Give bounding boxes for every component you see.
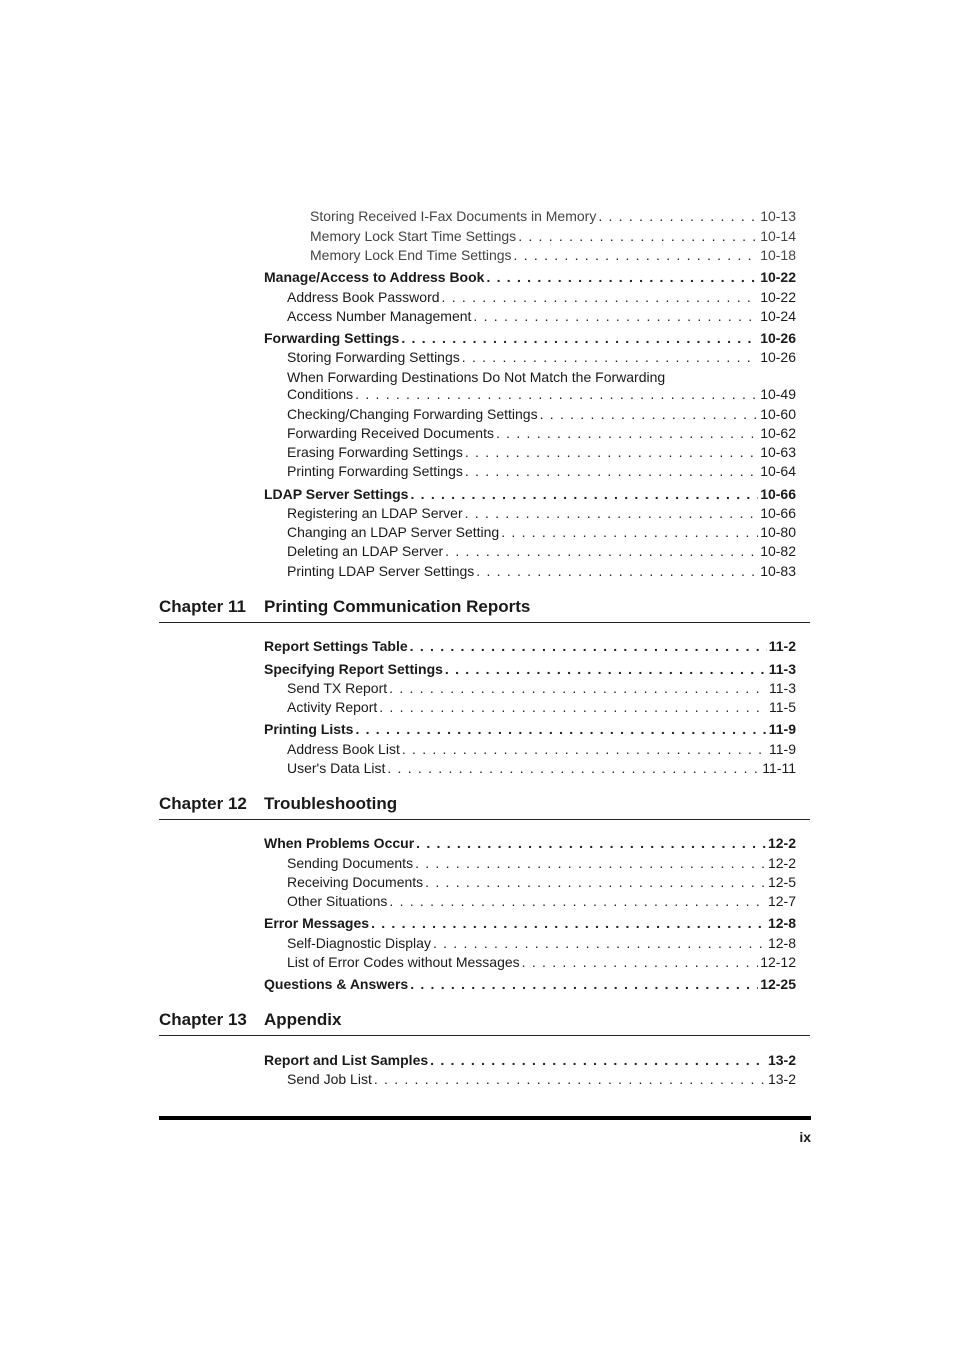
toc-entry[interactable] — [287, 739, 796, 759]
dot-leader — [462, 347, 758, 367]
dot-leader — [355, 384, 758, 404]
dot-leader — [371, 913, 766, 933]
dot-leader — [465, 442, 758, 462]
toc-entry[interactable] — [287, 872, 796, 892]
dot-leader — [410, 974, 758, 994]
chapter-number: Chapter 12 — [159, 794, 247, 813]
chapter-heading-13[interactable] — [159, 1005, 810, 1036]
toc-entry-page: 10-22 — [760, 289, 796, 305]
toc-entry-title: Forwarding Received Documents — [287, 425, 494, 441]
toc-entry-title: Other Situations — [287, 893, 388, 909]
toc-entry[interactable] — [287, 891, 796, 911]
toc-entry-title-line1[interactable]: When Forwarding Destinations Do Not Match the Forwarding — [287, 369, 666, 385]
toc-entry-title: Printing Forwarding Settings — [287, 463, 463, 479]
toc-section[interactable] — [264, 974, 796, 994]
toc-entry-page: 10-64 — [760, 463, 796, 479]
toc-entry-page: 11-3 — [769, 680, 796, 696]
chapter-title: Appendix — [264, 1010, 342, 1029]
page-number: ix — [799, 1129, 811, 1145]
toc-entry[interactable] — [310, 226, 796, 246]
toc-section-page: 10-66 — [760, 486, 796, 502]
toc-entry-page: 10-24 — [760, 308, 796, 324]
toc-entry-page: 12-7 — [767, 893, 796, 909]
toc-section-title: Questions & Answers — [264, 976, 409, 992]
toc-entry[interactable] — [287, 758, 796, 778]
toc-entry-title: Storing Received I-Fax Documents in Memory — [310, 208, 597, 224]
toc-entry-page: 10-83 — [760, 563, 796, 579]
toc-entry-page: 10-66 — [760, 505, 796, 521]
toc-entry-title: Registering an LDAP Server — [287, 505, 463, 521]
dot-leader — [355, 719, 766, 739]
dot-leader — [518, 226, 758, 246]
toc-entry-title: Address Book List — [287, 741, 400, 757]
toc-entry-page: 13-2 — [767, 1071, 796, 1087]
toc-section[interactable] — [264, 833, 796, 853]
dot-leader — [374, 1069, 766, 1089]
dot-leader — [486, 267, 758, 287]
toc-entry-page: 12-8 — [767, 935, 796, 951]
toc-entry[interactable] — [287, 442, 796, 462]
toc-entry[interactable] — [287, 404, 796, 424]
toc-entry[interactable] — [287, 561, 796, 581]
chapter-number: Chapter 13 — [159, 1010, 247, 1029]
toc-entry-title: Erasing Forwarding Settings — [287, 444, 463, 460]
toc-entry-page: 12-12 — [760, 954, 796, 970]
toc-section[interactable] — [264, 328, 796, 348]
toc-section[interactable] — [264, 484, 796, 504]
toc-entry-page: 10-49 — [760, 386, 796, 402]
toc-section-page: 11-9 — [768, 721, 796, 737]
dot-leader — [465, 461, 758, 481]
dot-leader — [389, 891, 766, 911]
toc-entry[interactable] — [287, 347, 796, 367]
toc-section-page: 10-26 — [760, 330, 796, 346]
toc-entry-page: 10-14 — [760, 228, 796, 244]
toc-section-page: 11-2 — [768, 638, 796, 654]
toc-section-title: Printing Lists — [264, 721, 354, 737]
dot-leader — [430, 1050, 766, 1070]
chapter-title: Printing Communication Reports — [264, 597, 531, 616]
toc-entry[interactable] — [287, 503, 796, 523]
chapter-title: Troubleshooting — [264, 794, 398, 813]
dot-leader — [425, 872, 766, 892]
chapter-number: Chapter 11 — [159, 597, 246, 616]
toc-section-page: 12-8 — [767, 915, 796, 931]
toc-entry-page: 10-60 — [760, 406, 796, 422]
dot-leader — [476, 561, 758, 581]
dot-leader — [522, 952, 759, 972]
toc-entry-title: Printing LDAP Server Settings — [287, 563, 475, 579]
footer-rule — [159, 1116, 811, 1120]
toc-entry-title: Receiving Documents — [287, 874, 424, 890]
toc-section-title: Report Settings Table — [264, 638, 408, 654]
dot-leader — [445, 659, 767, 679]
toc-entry-title: Storing Forwarding Settings — [287, 349, 460, 365]
toc-entry[interactable] — [287, 423, 796, 443]
toc-section[interactable] — [264, 719, 796, 739]
toc-entry-title: Memory Lock End Time Settings — [310, 247, 512, 263]
dot-leader — [402, 739, 767, 759]
toc-section-page: 12-2 — [767, 835, 796, 851]
dot-leader — [379, 697, 767, 717]
toc-section-title: Report and List Samples — [264, 1052, 429, 1068]
dot-leader — [496, 423, 758, 443]
toc-entry-page: 10-80 — [760, 524, 796, 540]
toc-entry-page: 11-5 — [769, 699, 796, 715]
toc-section[interactable] — [264, 267, 796, 287]
dot-leader — [415, 853, 766, 873]
dot-leader — [514, 245, 759, 265]
toc-section[interactable] — [264, 1050, 796, 1070]
toc-section[interactable] — [264, 659, 796, 679]
toc-section-title: When Problems Occur — [264, 835, 415, 851]
toc-entry[interactable] — [310, 206, 796, 226]
toc-entry-page: 10-62 — [760, 425, 796, 441]
toc-entry[interactable] — [310, 245, 796, 265]
toc-entry[interactable] — [287, 678, 796, 698]
toc-entry-title: Sending Documents — [287, 855, 414, 871]
toc-entry[interactable] — [287, 541, 796, 561]
dot-leader — [410, 636, 767, 656]
toc-section-page: 13-2 — [767, 1052, 796, 1068]
toc-section-title: LDAP Server Settings — [264, 486, 409, 502]
chapter-heading-12[interactable] — [159, 789, 810, 820]
toc-section-title: Manage/Access to Address Book — [264, 269, 485, 285]
toc-section[interactable] — [264, 636, 796, 656]
dot-leader — [387, 758, 760, 778]
toc-entry-page: 11-11 — [762, 760, 796, 776]
chapter-heading-11[interactable] — [159, 592, 810, 623]
dot-leader — [401, 328, 758, 348]
toc-entry[interactable] — [287, 933, 796, 953]
toc-section-page: 12-25 — [760, 976, 796, 992]
toc-entry-title: Self-Diagnostic Display — [287, 935, 431, 951]
toc-section-title: Specifying Report Settings — [264, 661, 443, 677]
toc-entry-title: Access Number Management — [287, 308, 472, 324]
toc-entry-title: Changing an LDAP Server Setting — [287, 524, 500, 540]
toc-entry-title: Deleting an LDAP Server — [287, 543, 444, 559]
toc-entry[interactable] — [287, 853, 796, 873]
toc-section-title: Forwarding Settings — [264, 330, 400, 346]
toc-section[interactable] — [264, 913, 796, 933]
toc-entry-page: 12-5 — [767, 874, 796, 890]
toc-entry-title: List of Error Codes without Messages — [287, 954, 520, 970]
dot-leader — [433, 933, 766, 953]
toc-entry-title: User's Data List — [287, 760, 386, 776]
dot-leader — [465, 503, 759, 523]
toc-entry-title: Activity Report — [287, 699, 378, 715]
toc-entry-title: Send TX Report — [287, 680, 388, 696]
toc-entry[interactable] — [287, 461, 796, 481]
toc-entry-page: 10-63 — [760, 444, 796, 460]
toc-entry-page: 10-13 — [760, 208, 796, 224]
dot-leader — [442, 287, 759, 307]
dot-leader — [540, 404, 759, 424]
toc-entry[interactable] — [287, 1069, 796, 1089]
dot-leader — [501, 522, 758, 542]
toc-entry[interactable] — [287, 287, 796, 307]
toc-entry-page: 11-9 — [769, 741, 796, 757]
dot-leader — [416, 833, 766, 853]
toc-entry-title: Checking/Changing Forwarding Settings — [287, 406, 538, 422]
toc-entry[interactable] — [287, 384, 796, 404]
toc-entry[interactable] — [287, 697, 796, 717]
toc-entry[interactable] — [287, 952, 796, 972]
toc-entry[interactable] — [287, 306, 796, 326]
toc-entry-title: Conditions — [287, 386, 354, 402]
dot-leader — [598, 206, 758, 226]
dot-leader — [410, 484, 758, 504]
dot-leader — [473, 306, 758, 326]
toc-entry-title: Send Job List — [287, 1071, 372, 1087]
toc-entry-page: 10-18 — [760, 247, 796, 263]
toc-section-title: Error Messages — [264, 915, 370, 931]
toc-section-page: 10-22 — [760, 269, 796, 285]
toc-entry-page: 10-82 — [760, 543, 796, 559]
toc-section-page: 11-3 — [768, 661, 796, 677]
dot-leader — [445, 541, 758, 561]
toc-entry[interactable] — [287, 522, 796, 542]
toc-entry-title: Address Book Password — [287, 289, 440, 305]
toc-entry-page: 12-2 — [767, 855, 796, 871]
toc-entry-title: Memory Lock Start Time Settings — [310, 228, 517, 244]
dot-leader — [389, 678, 767, 698]
toc-entry-page: 10-26 — [760, 349, 796, 365]
